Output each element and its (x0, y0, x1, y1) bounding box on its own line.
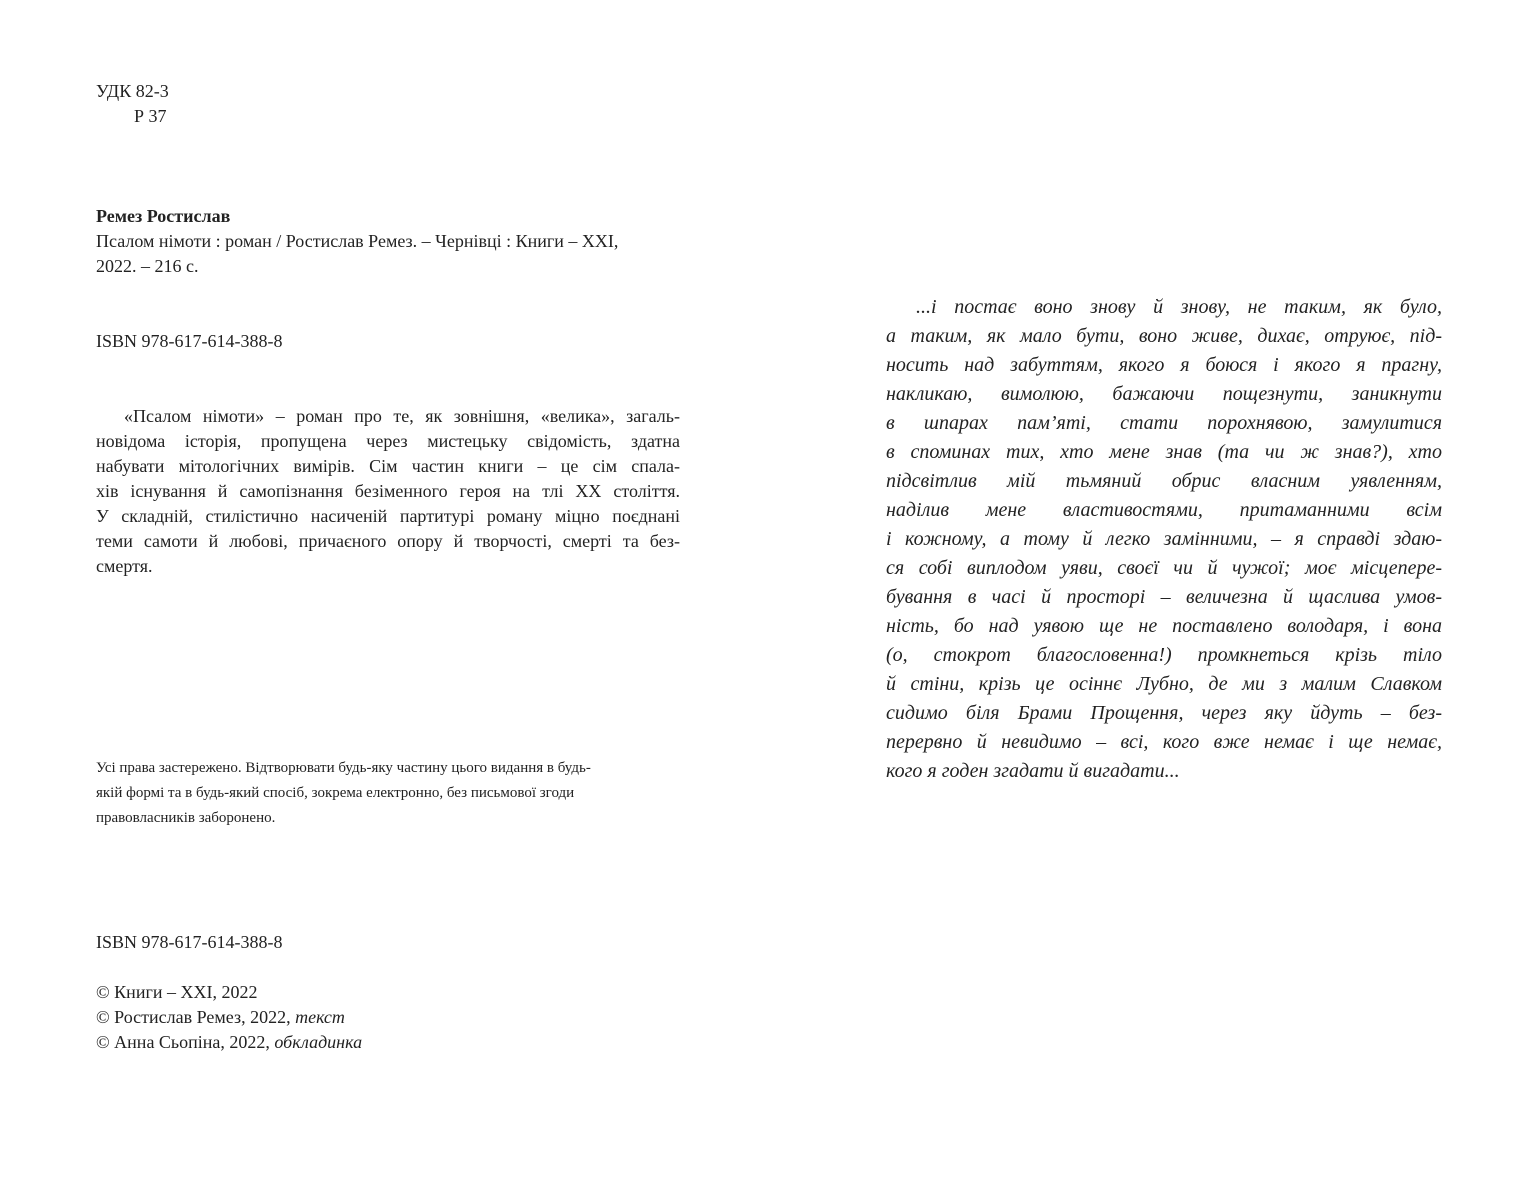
epigraph-line: перервно й невидимо – всі, кого вже немає і ще немає, (886, 731, 1442, 753)
epigraph-line: ся собі виплодом уяви, своєї чи й чужої; моє місцепере- (886, 557, 1442, 579)
epigraph-line: в шпарах пам’яті, стати порохнявою, замулитися (886, 412, 1442, 434)
annotation-line: хів існування й самопізнання безіменного героя на тлі ХХ століття. (96, 481, 680, 501)
bibliography-line: 2022. – 216 с. (96, 256, 199, 276)
epigraph-line: сидимо біля Брами Прощення, через яку йдуть – без- (886, 702, 1442, 724)
rights-line: Усі права застережено. Відтворювати будь-яку частину цього видання в будь- (96, 760, 591, 776)
epigraph-line: ність, бо над уявою ще не поставлено володаря, і вона (886, 615, 1442, 637)
epigraph-line: бування в часі й просторі – величезна й щаслива умов- (886, 586, 1442, 608)
annotation-line: «Псалом німоти» – роман про те, як зовнішня, «велика», загаль- (124, 406, 680, 426)
copyright-text: © Ростислав Ремез, 2022, (96, 1007, 296, 1027)
epigraph-line: носить над забуттям, якого я боюся і якого я прагну, (886, 354, 1442, 376)
left-page (96, 0, 680, 1182)
annotation-line: новідома історія, пропущена через мистецьку свідомість, здатна (96, 431, 680, 451)
bibliography-line: Псалом німоти : роман / Ростислав Ремез. – Чернівці : Книги – ХХІ, (96, 231, 619, 251)
epigraph-line: наділив мене властивостями, притаманними всім (886, 499, 1442, 521)
epigraph-line: кого я годен згадати й вигадати... (886, 760, 1180, 782)
copyright-text: © Анна Сьопіна, 2022, (96, 1032, 275, 1052)
bibliographic-record (96, 204, 680, 279)
annotation-line: смертя. (96, 556, 153, 576)
epigraph-line: й стіни, крізь це осіннє Лубно, де ми з малим Славком (886, 673, 1442, 695)
isbn-bottom: ISBN 978-617-614-388-8 (96, 932, 283, 952)
copyright-role: обкладинка (274, 1032, 363, 1052)
copyright-text: © Книги – ХХІ, 2022 (96, 982, 258, 1002)
annotation-line: набувати мітологічних вимірів. Сім частин книги – це сім спала- (96, 456, 680, 476)
isbn-top: ISBN 978-617-614-388-8 (96, 331, 283, 351)
rights-line: якій формі та в будь-який спосіб, зокрема електронно, без письмової згоди (96, 785, 575, 801)
epigraph-line: і кожному, а тому й легко замінними, – я справді здаю- (886, 528, 1442, 550)
rights-notice (96, 756, 680, 831)
rights-line: правовласників заборонено. (96, 810, 276, 826)
annotation-line: теми самоти й любові, причаєного опору й творчості, смерті та без- (96, 531, 680, 551)
epigraph-line: ...і постає воно знову й знову, не таким, як було, (916, 296, 1442, 318)
annotation-line: У складній, стилістично насиченій партитурі роману міцно поєднані (96, 506, 680, 526)
annotation (96, 404, 680, 579)
epigraph-line: в споминах тих, хто мене знав (та чи ж знав?), хто (886, 441, 1442, 463)
copyright-block (96, 980, 362, 1055)
epigraph-line: підсвітлив мій тьмяний обрис власним уявленням, (886, 470, 1442, 492)
udk-block (96, 79, 169, 129)
epigraph-line: накликаю, вимолюю, бажаючи пощезнути, заникнути (886, 383, 1442, 405)
epigraph-line: а таким, як мало бути, воно живе, дихає, отруює, під- (886, 325, 1442, 347)
epigraph-line: (о, стокрот благословенна!) промкнеться крізь тіло (886, 644, 1442, 666)
author-heading: Ремез Ростислав (96, 206, 231, 226)
copyright-line (96, 1005, 362, 1030)
right-page (886, 0, 1442, 1182)
udk-code: УДК 82-3 (96, 81, 169, 101)
copyright-line (96, 1030, 362, 1055)
copyright-line (96, 980, 362, 1005)
copyright-role: текст (295, 1007, 345, 1027)
epigraph (886, 293, 1442, 786)
author-sign: Р 37 (134, 106, 167, 126)
